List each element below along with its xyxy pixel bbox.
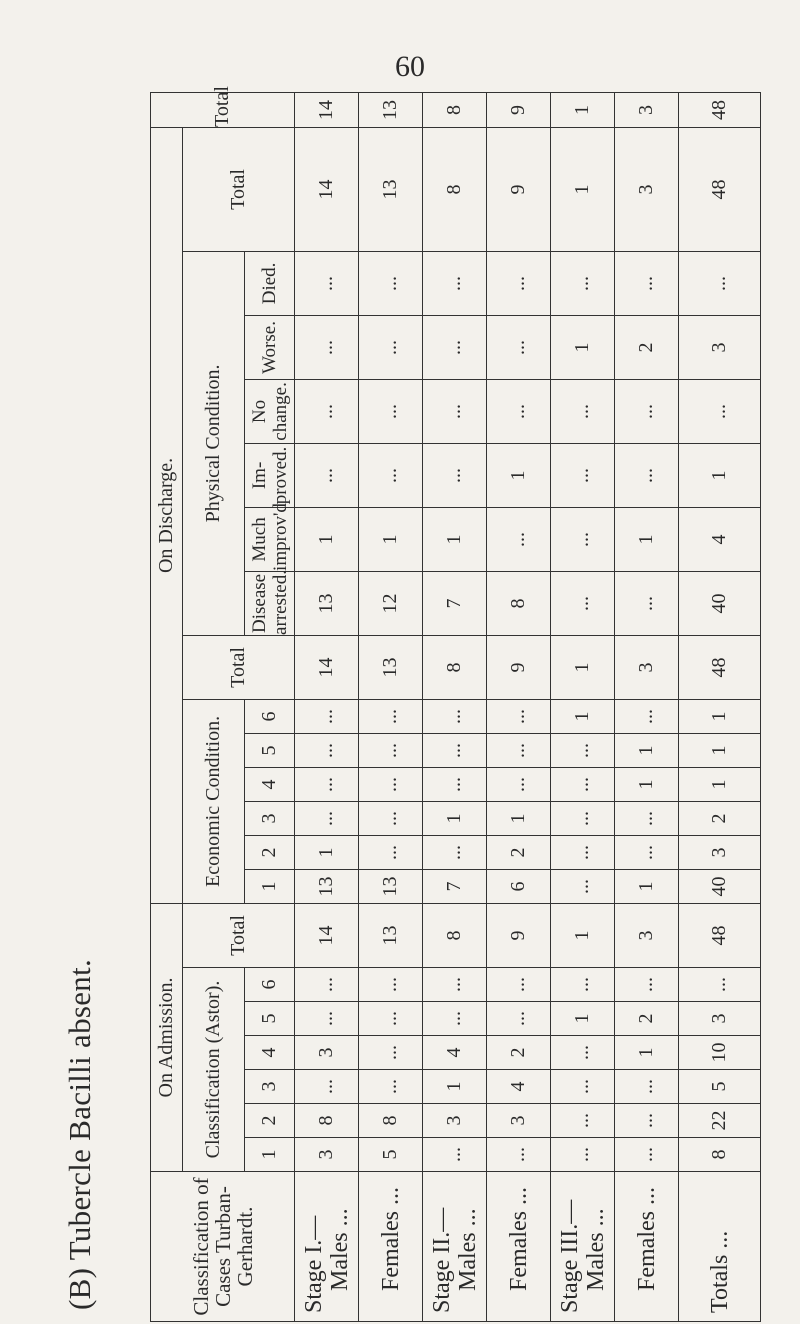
econ-cell: ... — [423, 767, 487, 801]
econ-cell: ... — [551, 835, 615, 869]
astor-cell: 3 — [423, 1104, 487, 1138]
table-row — [551, 93, 615, 1322]
stage-label: Stage II.— — [428, 1207, 455, 1313]
phys-cell: ... — [423, 315, 487, 379]
econ-cell: ... — [487, 699, 551, 733]
astor-cell: ... — [295, 968, 359, 1002]
phys-total-row-cell: ... — [679, 379, 761, 443]
phys-cell: 1 — [423, 507, 487, 571]
econ-grand-total: 48 — [679, 635, 761, 699]
phys-cell: ... — [359, 315, 423, 379]
econ-cell: ... — [551, 733, 615, 767]
econ-cell: ... — [551, 767, 615, 801]
astor-total-cell: 9 — [487, 903, 551, 967]
astor-cell: ... — [615, 968, 679, 1002]
econ-col-6: 6 — [245, 699, 295, 733]
phys-col-died: Died. — [245, 251, 295, 315]
sex-label: Females ... — [377, 1187, 404, 1291]
econ-cell: ... — [551, 869, 615, 903]
econ-cell: ... — [295, 801, 359, 835]
phys-total-row-cell: 4 — [679, 507, 761, 571]
econ-total-row-cell: 3 — [679, 835, 761, 869]
discharge-header: On Discharge. — [151, 127, 183, 903]
astor-col-3: 3 — [245, 1070, 295, 1104]
phys-cell: ... — [551, 443, 615, 507]
astor-total-row-cell: 8 — [679, 1138, 761, 1172]
phys-grand-total: 48 — [679, 127, 761, 251]
econ-total-row-cell: 1 — [679, 699, 761, 733]
econ-cell: ... — [359, 801, 423, 835]
phys-cell: ... — [423, 443, 487, 507]
astor-total-header: Total — [183, 903, 295, 967]
row-label — [615, 1172, 679, 1322]
phys-col-worse: Worse. — [245, 315, 295, 379]
astor-cell: ... — [551, 1070, 615, 1104]
final-total-header: Total — [151, 93, 295, 128]
astor-cell: ... — [487, 1002, 551, 1036]
phys-total-row-cell: 40 — [679, 571, 761, 635]
astor-cell: 4 — [487, 1070, 551, 1104]
phys-total-row-cell: 3 — [679, 315, 761, 379]
phys-total-row-cell: 1 — [679, 443, 761, 507]
final-total-cell: 9 — [487, 93, 551, 128]
totals-row — [679, 93, 761, 1322]
astor-cell: ... — [359, 1002, 423, 1036]
phys-cell: ... — [295, 315, 359, 379]
phys-cell: ... — [615, 379, 679, 443]
econ-col-5: 5 — [245, 733, 295, 767]
final-total-cell: 13 — [359, 93, 423, 128]
astor-total-row-cell: 22 — [679, 1104, 761, 1138]
econ-cell: ... — [551, 801, 615, 835]
phys-cell: ... — [359, 379, 423, 443]
astor-cell: 5 — [359, 1138, 423, 1172]
astor-cell: 2 — [487, 1036, 551, 1070]
physical-header: Physical Condition. — [183, 251, 245, 635]
phys-cell: ... — [487, 251, 551, 315]
astor-total-row-cell: 3 — [679, 1002, 761, 1036]
econ-total-header: Total — [183, 635, 295, 699]
econ-cell: 13 — [359, 869, 423, 903]
econ-cell: ... — [295, 767, 359, 801]
astor-cell: 3 — [295, 1036, 359, 1070]
phys-cell: 1 — [615, 507, 679, 571]
astor-col-4: 4 — [245, 1036, 295, 1070]
astor-total-cell: 14 — [295, 903, 359, 967]
astor-col-1: 1 — [245, 1138, 295, 1172]
row-label — [295, 1172, 359, 1322]
astor-cell: ... — [551, 1138, 615, 1172]
astor-cell: ... — [487, 968, 551, 1002]
stage-label: Stage I.— — [300, 1215, 327, 1313]
econ-total-cell: 14 — [295, 635, 359, 699]
phys-cell: 1 — [551, 315, 615, 379]
astor-total-cell: 13 — [359, 903, 423, 967]
econ-total-row-cell: 1 — [679, 767, 761, 801]
econ-total-row-cell: 1 — [679, 733, 761, 767]
row-label — [487, 1172, 551, 1322]
phys-cell: ... — [487, 315, 551, 379]
sex-label: Females ... — [505, 1187, 532, 1291]
phys-cell: ... — [487, 379, 551, 443]
data-table — [150, 86, 761, 1322]
phys-total-row-cell: ... — [679, 251, 761, 315]
econ-cell: 1 — [423, 801, 487, 835]
econ-cell: ... — [423, 835, 487, 869]
econ-cell: ... — [615, 835, 679, 869]
astor-cell: ... — [423, 1002, 487, 1036]
econ-cell: ... — [295, 699, 359, 733]
phys-cell: 1 — [487, 443, 551, 507]
phys-cell: ... — [551, 251, 615, 315]
final-total-cell: 14 — [295, 93, 359, 128]
table-row — [615, 93, 679, 1322]
astor-header: Classification (Astor). — [183, 968, 245, 1172]
classification-header: Classification of Cases Turban-Gerhardt. — [151, 1172, 295, 1322]
phys-cell: ... — [551, 379, 615, 443]
astor-cell: 3 — [487, 1104, 551, 1138]
phys-total-cell: 8 — [423, 127, 487, 251]
econ-cell: ... — [359, 835, 423, 869]
econ-total-cell: 8 — [423, 635, 487, 699]
row-label — [423, 1172, 487, 1322]
phys-cell: ... — [359, 251, 423, 315]
phys-total-header: Total — [183, 127, 295, 251]
econ-cell: ... — [423, 733, 487, 767]
econ-total-row-cell: 2 — [679, 801, 761, 835]
astor-cell: ... — [487, 1138, 551, 1172]
phys-col-no-change: No change. — [245, 379, 295, 443]
astor-cell: 2 — [615, 1002, 679, 1036]
econ-cell: ... — [359, 767, 423, 801]
econ-total-cell: 9 — [487, 635, 551, 699]
phys-cell: 7 — [423, 571, 487, 635]
econ-cell: ... — [423, 699, 487, 733]
phys-col-disease-arrested: Disease arrested. — [245, 571, 295, 635]
table-row — [359, 93, 423, 1322]
astor-cell: ... — [295, 1002, 359, 1036]
phys-cell: ... — [423, 379, 487, 443]
econ-cell: 1 — [487, 801, 551, 835]
econ-total-cell: 13 — [359, 635, 423, 699]
admission-header: On Admission. — [151, 903, 183, 1171]
econ-cell: 13 — [295, 869, 359, 903]
astor-cell: ... — [359, 1036, 423, 1070]
astor-cell: ... — [359, 1070, 423, 1104]
astor-cell: ... — [423, 1138, 487, 1172]
stage-label: Stage III.— — [556, 1199, 583, 1313]
econ-col-4: 4 — [245, 767, 295, 801]
phys-cell: ... — [551, 571, 615, 635]
data-table-rotated — [150, 86, 750, 1322]
phys-col-much-improved: Much improv'd — [245, 507, 295, 571]
phys-cell: ... — [615, 251, 679, 315]
astor-cell: 1 — [615, 1036, 679, 1070]
phys-total-cell: 13 — [359, 127, 423, 251]
row-label — [359, 1172, 423, 1322]
phys-cell: ... — [423, 251, 487, 315]
astor-cell: ... — [295, 1070, 359, 1104]
econ-cell: 6 — [487, 869, 551, 903]
phys-cell: 2 — [615, 315, 679, 379]
row-label — [551, 1172, 615, 1322]
astor-cell: 3 — [295, 1138, 359, 1172]
phys-cell: 13 — [295, 571, 359, 635]
econ-cell: 1 — [615, 733, 679, 767]
econ-cell: ... — [615, 699, 679, 733]
astor-cell: 1 — [423, 1070, 487, 1104]
phys-total-cell: 9 — [487, 127, 551, 251]
astor-total-cell: 8 — [423, 903, 487, 967]
final-grand-total: 48 — [679, 93, 761, 128]
sex-label: Females ... — [633, 1187, 660, 1291]
sex-label: Males ... — [326, 1208, 353, 1291]
phys-cell: 1 — [359, 507, 423, 571]
astor-total-cell: 1 — [551, 903, 615, 967]
table-row — [295, 93, 359, 1322]
astor-cell: 8 — [359, 1104, 423, 1138]
phys-cell: ... — [615, 443, 679, 507]
phys-cell: 1 — [295, 507, 359, 571]
astor-col-2: 2 — [245, 1104, 295, 1138]
astor-cell: 8 — [295, 1104, 359, 1138]
astor-cell: ... — [551, 968, 615, 1002]
econ-col-2: 2 — [245, 835, 295, 869]
phys-cell: 8 — [487, 571, 551, 635]
econ-cell: ... — [295, 733, 359, 767]
phys-cell: ... — [295, 251, 359, 315]
astor-grand-total: 48 — [679, 903, 761, 967]
astor-cell: ... — [551, 1036, 615, 1070]
phys-total-cell: 1 — [551, 127, 615, 251]
phys-cell: ... — [551, 507, 615, 571]
table-row — [487, 93, 551, 1322]
astor-total-cell: 3 — [615, 903, 679, 967]
phys-cell: ... — [295, 379, 359, 443]
econ-total-row-cell: 40 — [679, 869, 761, 903]
astor-col-5: 5 — [245, 1002, 295, 1036]
econ-cell: 2 — [487, 835, 551, 869]
econ-cell: ... — [487, 733, 551, 767]
astor-cell: ... — [615, 1104, 679, 1138]
sex-label: Males ... — [582, 1208, 609, 1291]
phys-cell: 12 — [359, 571, 423, 635]
phys-cell: ... — [359, 443, 423, 507]
astor-cell: 1 — [551, 1002, 615, 1036]
astor-cell: ... — [615, 1138, 679, 1172]
totals-label: Totals ... — [679, 1172, 761, 1322]
econ-total-cell: 3 — [615, 635, 679, 699]
phys-cell: ... — [487, 507, 551, 571]
phys-col-improved: Im- proved. — [245, 443, 295, 507]
econ-cell: 1 — [551, 699, 615, 733]
econ-cell: ... — [359, 733, 423, 767]
astor-total-row-cell: ... — [679, 968, 761, 1002]
astor-cell: ... — [615, 1070, 679, 1104]
econ-col-1: 1 — [245, 869, 295, 903]
econ-cell: ... — [359, 699, 423, 733]
econ-cell: ... — [487, 767, 551, 801]
final-total-cell: 1 — [551, 93, 615, 128]
astor-cell: ... — [423, 968, 487, 1002]
phys-cell: ... — [295, 443, 359, 507]
final-total-cell: 3 — [615, 93, 679, 128]
econ-cell: 1 — [295, 835, 359, 869]
astor-total-row-cell: 10 — [679, 1036, 761, 1070]
table-caption: (B) Tubercle Bacilli absent. — [62, 958, 97, 1310]
table-row — [423, 93, 487, 1322]
phys-cell: ... — [615, 571, 679, 635]
econ-total-cell: 1 — [551, 635, 615, 699]
astor-col-6: 6 — [245, 968, 295, 1002]
econ-col-3: 3 — [245, 801, 295, 835]
econ-cell: ... — [615, 801, 679, 835]
astor-cell: 4 — [423, 1036, 487, 1070]
astor-cell: ... — [551, 1104, 615, 1138]
econ-cell: 1 — [615, 869, 679, 903]
phys-total-cell: 14 — [295, 127, 359, 251]
sex-label: Males ... — [454, 1208, 481, 1291]
econ-cell: 7 — [423, 869, 487, 903]
page-number: 60 — [395, 50, 425, 83]
final-total-cell: 8 — [423, 93, 487, 128]
economic-header: Economic Condition. — [183, 699, 245, 903]
astor-cell: ... — [359, 968, 423, 1002]
econ-cell: 1 — [615, 767, 679, 801]
astor-total-row-cell: 5 — [679, 1070, 761, 1104]
phys-total-cell: 3 — [615, 127, 679, 251]
